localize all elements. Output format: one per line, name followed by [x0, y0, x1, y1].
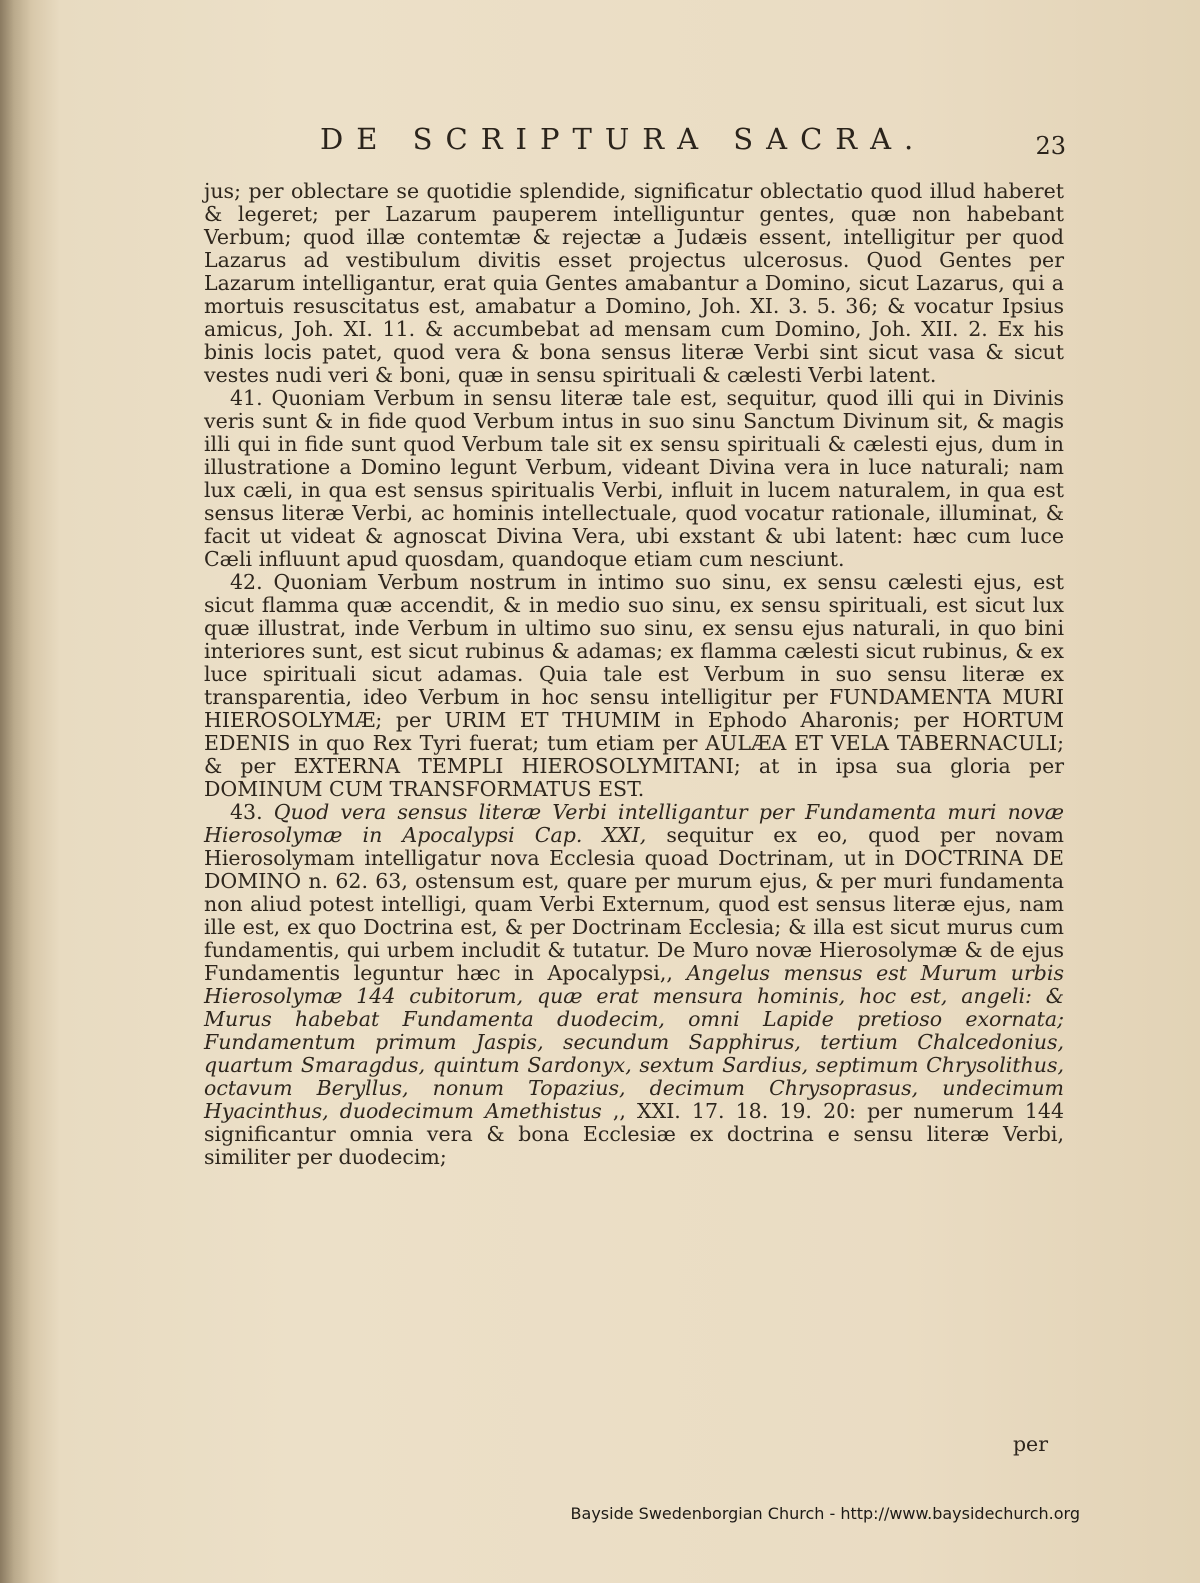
body-text — [204, 180, 1064, 1169]
paragraph-42 — [204, 571, 1064, 801]
catchword: per — [1012, 1432, 1048, 1456]
paragraph-41 — [204, 387, 1064, 571]
paragraph-text: Quoniam Verbum nostrum in intimo suo sinu, ex sensu cælesti ejus, est sicut flamma quæ accendit, & in medio suo sinu, ex sensu spirituali, est sicut lux quæ illustrat, inde Verbum in ultimo suo sinu, ex sensu ejus naturali, in quo bini interiores sunt, est sicut rubinus & adamas; ex flamma cælesti sicut rubinus, & ex luce spirituali sicut adamas. Quia tale est Verbum in suo sensu literæ ex transparentia, ideo Verbum in hoc sensu intelligitur per FUNDAMENTA MURI HIEROSOLYMÆ; per URIM ET THUMIM in Ephodo Aharonis; per HORTUM EDENIS in quo Rex Tyri fuerat; tum etiam per AULÆA ET VELA TABERNACULI; & per EXTERNA TEMPLI HIEROSOLYMITANI; at in ipsa sua gloria per DOMINUM CUM TRANSFORMATUS EST. — [204, 570, 1064, 801]
paragraph-text: sequitur ex eo, quod per novam Hierosolymam intelligatur nova Ecclesia quoad Doctrinam, ut in DOCTRINA DE DOMINO n. 62. 63, ostensum est, quare per murum ejus, & per muri fundamenta non aliud potest intelligi, quam Verbi Externum, quod est sensus literæ ejus, nam ille est, ex quo Doctrina est, & per Doctrinam Ecclesia; & illa est sicut murus cum fundamentis, qui urbem includit & tutatur. De Muro novæ Hierosolymæ & de ejus Fundamentis leguntur hæc in Apocalypsi,, — [204, 823, 1064, 985]
page-content — [196, 0, 1076, 1583]
paragraph-number: 41. — [230, 386, 263, 410]
apocalypse-quote: Angelus mensus est Murum urbis Hierosolymæ 144 cubitorum, quæ erat mensura hominis, hoc est, angeli: & Murus habebat Fundamenta duodecim, omni Lapide pretioso exornata; Fundamentum primum Jaspis, secundum Sapphirus, tertium Chalcedonius, quartum Smaragdus, quintum Sardonyx, sextum Sardius, septimum Chrysolithus, octavum Beryllus, nonum Topazius, decimum Chrysoprasus, undecimum Hyacinthus, duodecimum Amethistus — [204, 961, 1064, 1123]
page-number: 23 — [1035, 132, 1066, 160]
paragraph-number: 42. — [230, 570, 263, 594]
paragraph-lead-italic: Quod vera sensus literæ Verbi intelligantur per Fundamenta muri novæ Hierosolymæ in Apocalypsi Cap. XXI, — [204, 800, 1064, 847]
paragraph-text-end: ,, XXI. 17. 18. 19. 20: per numerum 144 significantur omnia vera & bona Ecclesiæ ex doctrina e sensu literæ Verbi, similiter per duodecim; — [204, 1099, 1064, 1169]
paragraph-43 — [204, 801, 1064, 1169]
running-head — [196, 122, 1076, 162]
footer-credit: Bayside Swedenborgian Church - http://www.baysidechurch.org — [570, 1504, 1080, 1523]
paragraph-text: Quoniam Verbum in sensu literæ tale est, sequitur, quod illi qui in Divinis veris sunt & in fide quod Verbum intus in suo sinu Sanctum Divinum sit, & magis illi qui in fide sunt quod Verbum tale sit ex sensu spirituali & cælesti ejus, dum in illustratione a Domino legunt Verbum, videant Divina vera in luce naturali; nam lux cæli, in qua est sensus spiritualis Verbi, influit in lucem naturalem, in qua est sensus literæ Verbi, ac hominis intellectuale, quod vocatur rationale, illuminat, & facit ut videat & agnoscat Divina Vera, ubi exstant & ubi latent: hæc cum luce Cæli influunt apud quosdam, quandoque etiam cum nesciunt. — [204, 386, 1064, 571]
running-title: DE SCRIPTURA SACRA. — [320, 122, 927, 156]
paragraph-continued: jus; per oblectare se quotidie splendide, significatur oblectatio quod illud haberet & legeret; per Lazarum pauperem intelliguntur gentes, quæ non habebant Verbum; quod illæ contemtæ & rejectæ a Judæis essent, intelligitur per quod Lazarus ad vestibulum divitis esset projectus ulcerosus. Quod Gentes per Lazarum intelligantur, erat quia Gentes amabantur a Domino, sicut Lazarus, qui a mortuis resuscitatus est, amabatur a Domino, Joh. XI. 3. 5. 36; & vocatur Ipsius amicus, Joh. XI. 11. & accumbebat ad mensam cum Domino, Joh. XII. 2. Ex his binis locis patet, quod vera & bona sensus literæ Verbi sint sicut vasa & sicut vestes nudi veri & boni, quæ in sensu spirituali & cælesti Verbi latent. — [204, 179, 1064, 387]
paragraph-number: 43. — [230, 800, 263, 824]
